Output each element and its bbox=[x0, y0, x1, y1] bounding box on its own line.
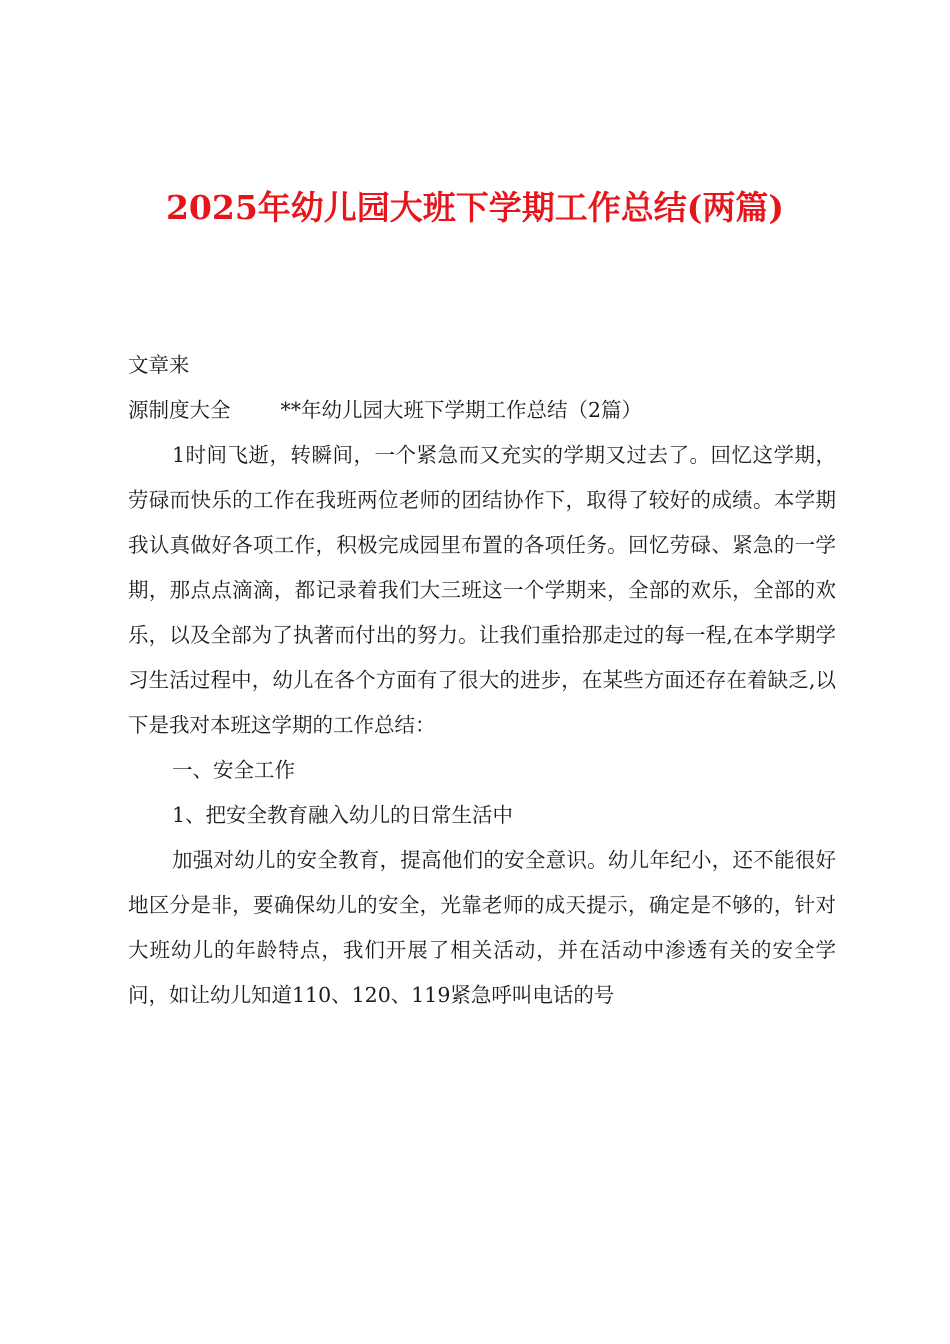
source-line-2 bbox=[128, 388, 836, 433]
document-body bbox=[128, 343, 836, 1018]
section-heading-safety: 一、安全工作 bbox=[172, 758, 295, 782]
document-title: 2025年幼儿园大班下学期工作总结(两篇) bbox=[165, 188, 785, 227]
source-line-1: 文章来 bbox=[128, 353, 190, 377]
subtitle: **年幼儿园大班下学期工作总结（2篇） bbox=[280, 398, 643, 422]
subsection-heading: 1、把安全教育融入幼儿的日常生活中 bbox=[172, 803, 514, 827]
paragraph-intro: 1时间飞逝，转瞬间，一个紧急而又充实的学期又过去了。回忆这学期，劳碌而快乐的工作在我班两位老师的团结协作下，取得了较好的成绩。本学期我认真做好各项工作，积极完成园里布置的各项任务。回忆劳碌、紧急的一学期，那点点滴滴，都记录着我们大三班这一个学期来，全部的欢乐，全部的欢乐，以及全部为了执著而付出的努力。让我们重拾那走过的每一程,在本学期学习生活过程中，幼儿在各个方面有了很大的进步，在某些方面还存在着缺乏,以下是我对本班这学期的工作总结： bbox=[128, 443, 836, 737]
paragraph-safety: 加强对幼儿的安全教育，提高他们的安全意识。幼儿年纪小，还不能很好地区分是非，要确保幼儿的安全，光靠老师的成天提示，确定是不够的，针对大班幼儿的年龄特点，我们开展了相关活动，并在活动中渗透有关的安全学问，如让幼儿知道110、120、119紧急呼叫电话的号 bbox=[128, 848, 836, 1007]
source-name: 源制度大全 bbox=[128, 398, 231, 422]
